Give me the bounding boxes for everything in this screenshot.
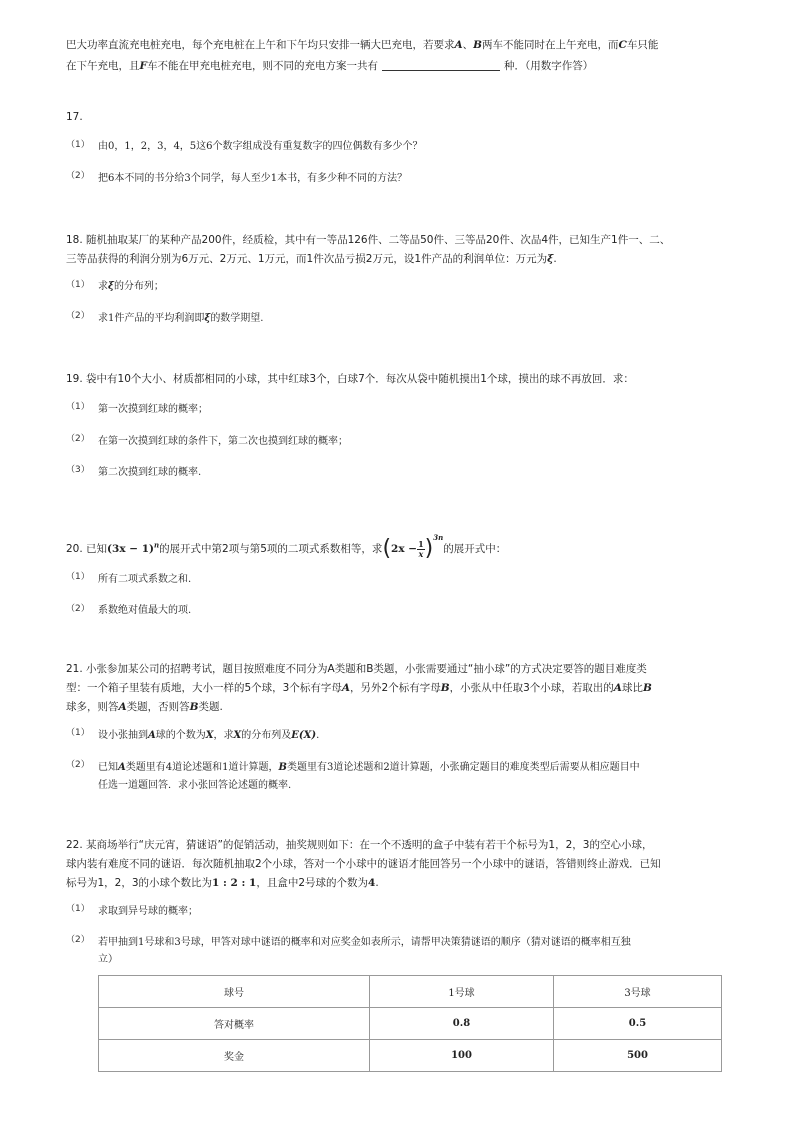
q20-sub2-text: 系数绝对值最大的项. <box>98 605 192 616</box>
q17-sub1-label: （1） <box>66 140 90 150</box>
right-paren: ) <box>424 536 434 561</box>
var-xi: ξ <box>547 253 554 265</box>
q21-text: 球比 <box>621 682 643 694</box>
prize-table <box>98 975 722 1072</box>
fraction-denominator: x <box>418 548 424 559</box>
q17-sub1-text: 由0，1，2，3，4，5这6个数字组成没有重复数字的四位偶数有多少个？ <box>98 141 423 152</box>
q18-sub1-label: （1） <box>66 280 90 290</box>
q22-sub2-line1: 若甲抽到1号球和3号球，甲答对球中谜语的概率和对应奖金如表所示，请帮甲决策猜谜语的顺序（猜对谜语的概率相互独 <box>98 937 631 948</box>
q22-sub2-label: （2） <box>66 935 90 945</box>
q19-sub3-label: （3） <box>66 465 90 475</box>
q21-text: 类题里有3道论述题和2道计算题，小张确定题目的难度类型后需要从相应题目中 <box>286 762 640 773</box>
q21-text: . <box>316 730 320 741</box>
q22-text: ，且盒中2号球的个数为 <box>256 877 369 889</box>
expectation-ex: E(X) <box>291 730 317 741</box>
var-b: B <box>278 762 287 773</box>
q21-text: 类题里有4道论述题和1道计算题， <box>125 762 279 773</box>
q21-text: 的分布列及 <box>241 730 292 741</box>
q18-text: . <box>553 253 557 265</box>
q16-text: 两车不能同时在上午充电，而 <box>482 39 619 51</box>
table-cell: 100 <box>370 1040 554 1072</box>
q20-sub2-label: （2） <box>66 604 90 614</box>
q21-line3 <box>66 700 223 714</box>
q21-sub2-line1 <box>98 761 640 775</box>
q16-text: 巴大功率直流充电桩充电，每个充电桩在上午和下午均只安排一辆大巴充电，若要求 <box>66 39 455 51</box>
q16-text: 种．（用数字作答） <box>503 60 594 72</box>
q19-line1: 19. 袋中有10个大小、材质都相同的小球，其中红球3个，白球7个．每次从袋中随机摸出1个球，摸出的球不再放回．求： <box>66 373 634 385</box>
q22-sub1-label: （1） <box>66 904 90 914</box>
q21-text: 型：一个箱子里装有质地，大小一样的5个球，3个标有字母 <box>66 682 342 694</box>
q22-line1: 22. 某商场举行“庆元宵，猜谜语”的促销活动，抽奖规则如下：在一个不透明的盒子中装有若干个标号为1，2，3的空心小球， <box>66 839 653 851</box>
q20-sub1-text: 所有二项式系数之和. <box>98 574 192 585</box>
q21-sub2-line2: 任选一道题回答．求小张回答论述题的概率. <box>98 780 292 791</box>
var-a: A <box>118 701 127 713</box>
q21-sub2-label: （2） <box>66 760 90 770</box>
q20-exp2: 3n <box>433 533 444 542</box>
q22-sub2-line2: 立） <box>98 954 118 965</box>
q20-exp1: n <box>153 540 160 550</box>
q18-text: 求1件产品的平均利润即 <box>98 313 205 324</box>
q18-sub1-text <box>98 280 164 294</box>
q21-sub1-text <box>98 729 319 743</box>
q20-expr1: (3x − 1) <box>107 543 154 555</box>
q21-text: 类题. <box>198 701 223 713</box>
q22-sub1-text: 求取到异号球的概率； <box>98 906 198 917</box>
q21-text: ，求 <box>213 730 234 741</box>
q18-text: 求 <box>98 281 108 292</box>
q18-text: 的数学期望. <box>210 313 264 324</box>
q16-line2 <box>66 59 593 73</box>
q20-line1 <box>66 531 506 559</box>
q17-sub2-label: （2） <box>66 171 90 181</box>
table-cell: 0.5 <box>554 1008 722 1040</box>
var-a: A <box>341 682 351 694</box>
table-row <box>99 1008 722 1040</box>
ball-count: 4 <box>368 877 376 889</box>
q21-sub1-label: （1） <box>66 728 90 738</box>
q21-line1: 21. 小张参加某公司的招聘考试，题目按照难度不同分为A类题和B类题，小张需要通过“抽小球”的方式决定要答的题目难度类 <box>66 663 647 675</box>
var-a: A <box>118 762 126 773</box>
q18-line2 <box>66 252 557 266</box>
q20-expr2: 2x − <box>391 543 418 555</box>
table-cell: 500 <box>554 1040 722 1072</box>
table-cell: 答对概率 <box>99 1008 370 1040</box>
var-b: B <box>642 682 652 694</box>
q22-line3 <box>66 876 379 890</box>
q21-text: 类题，否则答 <box>126 701 190 713</box>
q19-sub3-text: 第二次摸到红球的概率. <box>98 467 202 478</box>
q16-line1 <box>66 38 658 52</box>
q21-text: 已知 <box>98 762 118 773</box>
var-x: X <box>205 730 214 741</box>
q22-text: . <box>375 877 379 889</box>
table-header-cell: 3号球 <box>554 976 722 1008</box>
q20-sub1-label: （1） <box>66 572 90 582</box>
q19-sub2-text: 在第一次摸到红球的条件下，第二次也摸到红球的概率； <box>98 436 348 447</box>
table-header-cell: 球号 <box>99 976 370 1008</box>
q20-text: 20. 已知 <box>66 543 108 555</box>
q20-text: 的展开式中： <box>443 543 507 555</box>
answer-blank[interactable] <box>382 60 500 71</box>
table-header-row <box>99 976 722 1008</box>
q21-text: 球的个数为 <box>155 730 206 741</box>
q16-text: 在下午充电，且 <box>66 60 140 72</box>
q19-sub1-text: 第一次摸到红球的概率； <box>98 404 208 415</box>
fraction-numerator: 1 <box>418 538 424 549</box>
left-paren: ( <box>382 536 392 561</box>
q22-line2: 球内装有难度不同的谜语．每次随机抽取2个小球，答对一个小球中的谜语才能回答另一个小球中的谜语，答错则终止游戏．已知 <box>66 858 661 870</box>
ratio: 1 : 2 : 1 <box>212 877 257 889</box>
var-a: A <box>613 682 622 694</box>
table-cell: 奖金 <box>99 1040 370 1072</box>
q18-sub2-label: （2） <box>66 311 90 321</box>
q19-sub2-label: （2） <box>66 434 90 444</box>
q21-text: 球多，则答 <box>66 701 119 713</box>
var-b: B <box>189 701 199 713</box>
q19-sub1-label: （1） <box>66 402 90 412</box>
table-row <box>99 1040 722 1072</box>
q17-sub2-text: 把6本不同的书分给3个同学，每人至少1本书，有多少种不同的方法？ <box>98 173 408 184</box>
var-a: A <box>454 39 463 51</box>
q16-sep: 、 <box>462 39 474 51</box>
table-header-cell: 1号球 <box>370 976 554 1008</box>
q18-text: 的分布列； <box>113 281 164 292</box>
var-c: C <box>618 39 627 51</box>
var-xi: ξ <box>108 281 114 292</box>
q16-text: 车只能 <box>626 39 659 51</box>
q21-text: ，另外2个标有字母 <box>350 682 441 694</box>
var-b: B <box>473 39 483 51</box>
q17-number: 17. <box>66 111 83 123</box>
q18-sub2-text <box>98 312 264 326</box>
q16-text: 车不能在甲充电桩充电，则不同的充电方案一共有 <box>146 60 378 72</box>
q22-text: 标号为1，2，3的小球个数比为 <box>66 877 213 889</box>
q18-text: 三等品获得的利润分别为6万元、2万元、1万元，而1件次品亏损2万元，设1件产品的利润单位：万元为 <box>66 253 548 265</box>
q21-text: 设小张抽到 <box>98 730 148 741</box>
q18-line1: 18. 随机抽取某厂的某种产品200件，经质检，其中有一等品126件、二等品50件、三等品20件、次品4件，已知生产1件一、二、 <box>66 234 671 246</box>
q20-text: 的展开式中第2项与第5项的二项式系数相等，求 <box>159 543 383 555</box>
fraction <box>417 540 425 559</box>
var-a: A <box>148 730 156 741</box>
q21-text: ，小张从中任取3个小球，若取出的 <box>449 682 614 694</box>
table-cell: 0.8 <box>370 1008 554 1040</box>
var-xi: ξ <box>204 313 211 324</box>
q21-line2 <box>66 681 652 695</box>
var-x: X <box>233 730 242 741</box>
var-b: B <box>440 682 450 694</box>
var-f: F <box>139 60 147 72</box>
